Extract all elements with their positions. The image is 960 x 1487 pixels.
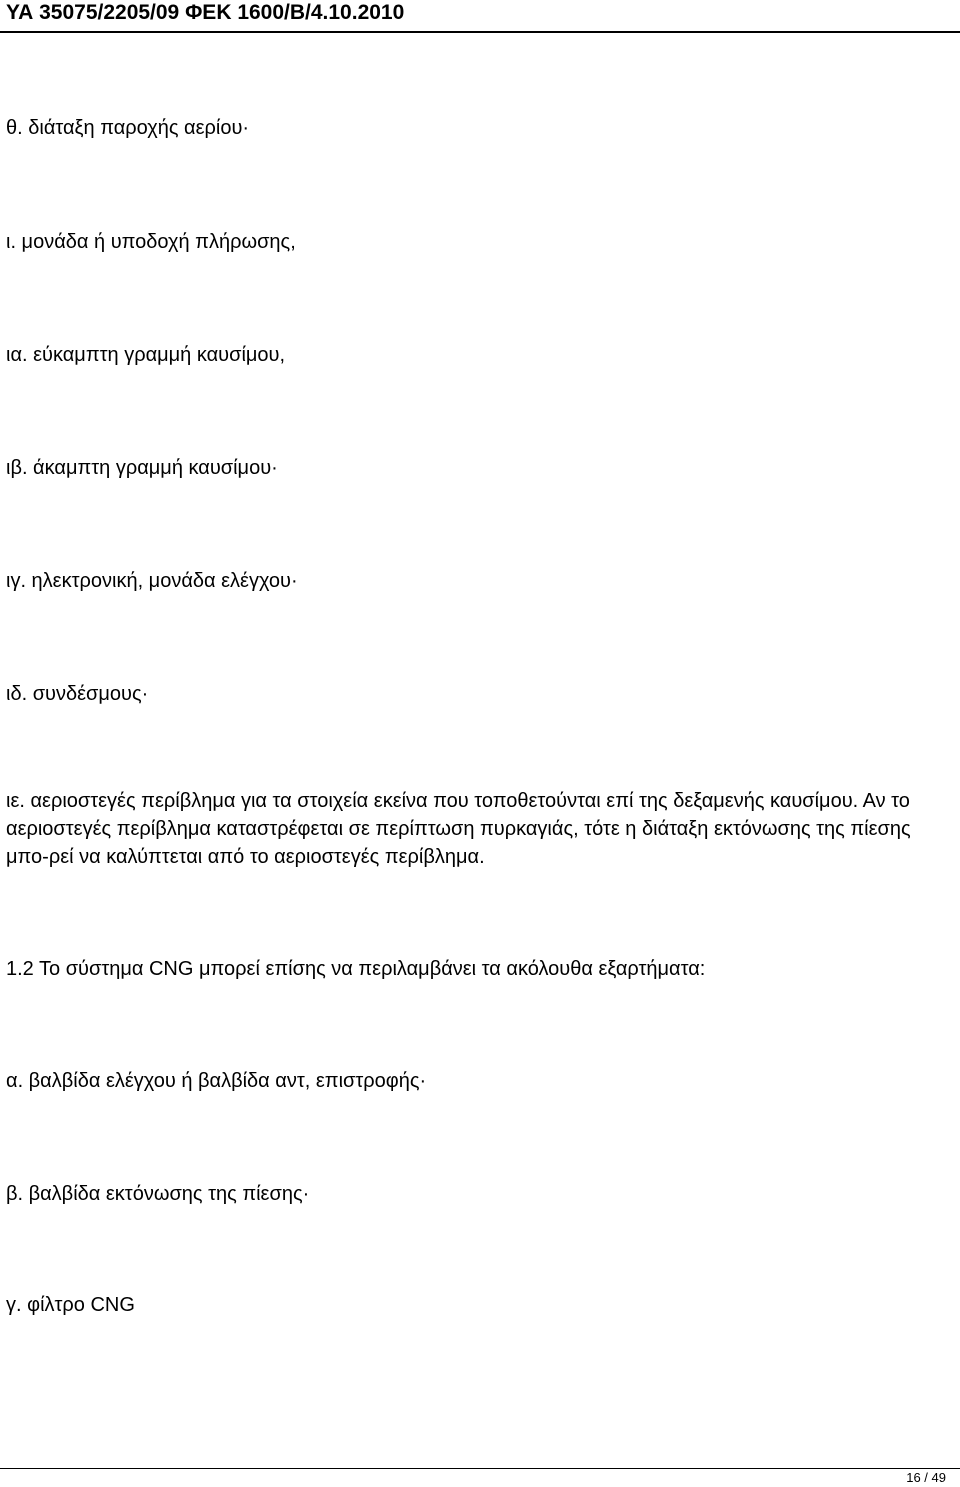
list-item: ιγ. ηλεκτρονική, μονάδα ελέγχου· (6, 570, 298, 592)
list-item: θ. διάταξη παροχής αερίου· (6, 117, 250, 139)
document-title: ΥΑ 35075/2205/09 ΦΕΚ 1600/Β/4.10.2010 (6, 1, 405, 24)
list-item: ι. μονάδα ή υποδοχή πλήρωσης, (6, 231, 296, 253)
section-heading: 1.2 Το σύστημα CNG μπορεί επίσης να περιλαμβάνει τα ακόλουθα εξαρτήματα: (6, 958, 706, 980)
header-divider (0, 31, 960, 33)
list-item: ιβ. άκαμπτη γραμμή καυσίμου· (6, 457, 278, 479)
list-item: ιδ. συνδέσμους· (6, 683, 149, 705)
list-item: γ. φίλτρο CNG (6, 1294, 135, 1316)
list-item: α. βαλβίδα ελέγχου ή βαλβίδα αντ, επιστροφής· (6, 1070, 427, 1092)
list-item: ιε. αεριοστεγές περίβλημα για τα στοιχεία εκείνα που τοποθετούνται επί της δεξαμενής καυσίμου. Αν το αεριοστεγές περίβλημα καταστρέφεται σε περίπτωση πυρκαγιάς, τότε η διάταξη εκτόνωσης της πίεσης μπο-ρεί να καλύπτεται από το αεριοστεγές περίβλημα. (6, 790, 911, 868)
list-item: ια. εύκαμπτη γραμμή καυσίμου, (6, 344, 286, 366)
list-item: β. βαλβίδα εκτόνωσης της πίεσης· (6, 1183, 310, 1205)
footer-divider (0, 1468, 960, 1469)
page-number: 16 / 49 (906, 1470, 946, 1485)
